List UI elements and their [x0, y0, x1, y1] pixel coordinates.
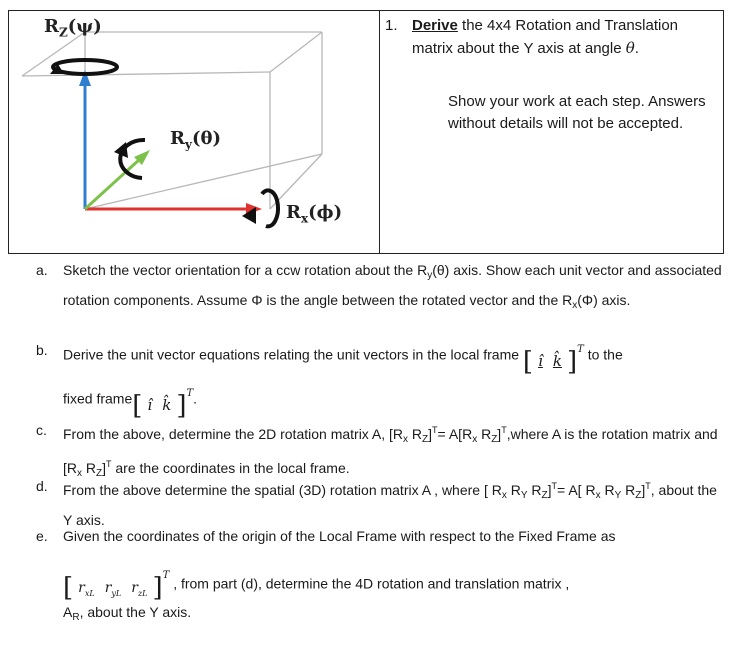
item-text: [ $r_{xL}$ $r_{yL}$ $r_{zL}$ ]$^T$ , from part (d), determine the 4D rotation and translation matrix , [63, 564, 723, 606]
item-text: From the above, determine the 2D rotation matrix A, [$R_x$ $R_Z]^T= A[R_x$ $R_Z]^T,where$ A is the rotation matrix and [$R_x$ $R_Z]^T$ are the coordinates in the local frame. [63, 425, 718, 479]
z-rotation-arrow-icon [50, 60, 117, 74]
item-letter: d. [36, 478, 48, 494]
rz-psi-label: $R_Z(\psi)$ [44, 16, 102, 40]
item-letter: b. [36, 342, 48, 358]
problem-line-2: matrix about the Y axis at angle θ. [412, 39, 639, 57]
item-text: fixed frame[ î k̂ ]$^T$. [63, 382, 723, 418]
item-letter: e. [36, 528, 48, 544]
origin-vector: [ $r_{xL}$ $r_{yL}$ $r_{zL}$ ]$^T$ [63, 570, 170, 603]
cube-outline [22, 32, 322, 209]
rotation-axes-figure [10, 12, 378, 252]
item-text: Derive the unit vector equations relating the unit vectors in the local frame [ î k̂ ]$^T$ to the [63, 338, 723, 374]
ry-theta-label: $R_y(\theta)$ [170, 128, 221, 152]
table-divider [379, 11, 380, 253]
local-frame-vector: [ î k̂ ]$^T$ [522, 344, 584, 377]
item-text: Sketch the vector orientation for a ccw rotation about the $R_y(\theta)$ axis. Show each unit vector and associated rotation components. Assume Φ is the angle between the rotated vector and the $R_x(\Phi)$ axis. [63, 262, 722, 311]
item-text: Given the coordinates of the origin of the Local Frame with respect to the Fixed Frame as [63, 528, 616, 544]
y-axis-line [85, 159, 140, 209]
item-text: From the above determine the spatial (3D) rotation matrix A , where [ $R_x$ $R_Y$ $R_Z]^T= A$[ $R_x$ $R_Y$ $R_Z]^T$, about the Y axis. [63, 481, 717, 528]
rx-phi-label: $R_x(\phi)$ [286, 202, 343, 226]
item-text: $A_R$, about the Y axis. [63, 604, 192, 623]
problem-number: 1. [385, 17, 398, 34]
item-letter: a. [36, 262, 48, 278]
item-letter: c. [36, 422, 47, 438]
problem-note: Show your work at each step. Answers without details will not be accepted. [448, 93, 706, 132]
problem-line-1: Derive the 4x4 Rotation and Translation [412, 17, 679, 34]
fixed-frame-vector: [ î k̂ ]$^T$ [132, 388, 194, 421]
problem-table [8, 10, 724, 254]
